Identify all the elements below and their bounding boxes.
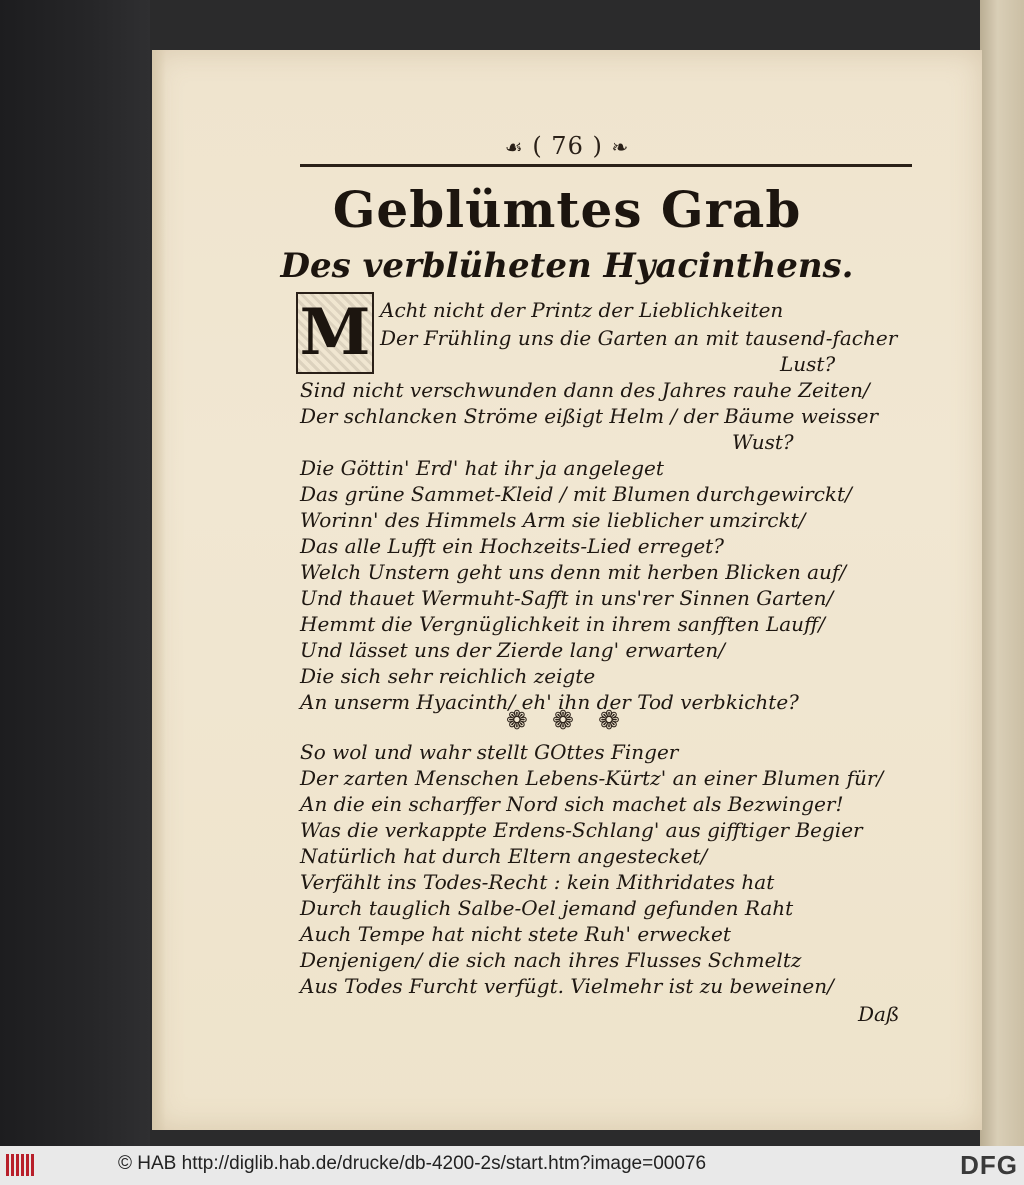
poem-line: An unserm Hyacinth/ eh' ihn der Tod verbkichte? [300, 690, 799, 714]
poem-line: Natürlich hat durch Eltern angestecket/ [300, 844, 708, 868]
poem-line: Durch tauglich Salbe-Oel jemand gefunden Raht [300, 896, 794, 920]
poem-line: Der schlancken Ströme eißigt Helm / der Bäume weisser [300, 404, 878, 428]
poem-line: So wol und wahr stellt GOttes Finger [300, 740, 679, 764]
page-number [152, 132, 982, 160]
poem-line: Welch Unstern geht uns denn mit herben Blicken auf/ [300, 560, 847, 584]
poem-line: An die ein scharffer Nord sich machet als Bezwinger! [300, 792, 844, 816]
poem-line: Wust? [732, 430, 794, 454]
page-gutter-shadow [152, 50, 166, 1130]
poem-line: Denjenigen/ die sich nach ihres Flusses Schmeltz [300, 948, 802, 972]
poem-line: Der zarten Menschen Lebens-Kürtz' an einer Blumen für/ [300, 766, 884, 790]
poem-line: Aus Todes Furcht verfügt. Vielmehr ist zu beweinen/ [300, 974, 834, 998]
adjacent-page-edge [980, 0, 1024, 1146]
poem-line: Das grüne Sammet-Kleid / mit Blumen durchgewirckt/ [300, 482, 852, 506]
poem-line: Hemmt die Vergnüglichkeit in ihrem sanfften Lauff/ [300, 612, 825, 636]
poem-line: Verfählt ins Todes-Recht : kein Mithridates hat [300, 870, 775, 894]
poem-line: Sind nicht verschwunden dann des Jahres rauhe Zeiten/ [300, 378, 870, 402]
poem-title: Geblümtes Grab [332, 180, 802, 239]
poem-subtitle: Des verblüheten Hyacinthens. [280, 246, 854, 286]
decorated-initial: M [296, 292, 374, 374]
scanner-background-left [0, 0, 150, 1146]
poem-line: Auch Tempe hat nicht stete Ruh' erwecket [300, 922, 731, 946]
poem-line: Was die verkappte Erdens-Schlang' aus gifftiger Begier [300, 818, 863, 842]
poem-line: Die Göttin' Erd' hat ihr ja angeleget [300, 456, 664, 480]
poem-line: Acht nicht der Printz der Lieblichkeiten [380, 298, 784, 322]
poem-line: Worinn' des Himmels Arm sie lieblicher umzirckt/ [300, 508, 806, 532]
hab-logo-icon[interactable] [6, 1154, 36, 1176]
page-number-text: ( 76 ) [532, 132, 603, 160]
poem-line: Der Frühling uns die Garten an mit tausend-facher [380, 326, 898, 350]
page-number-ornament-left: ☙ [504, 135, 524, 159]
poem-line: Lust? [780, 352, 836, 376]
page-number-ornament-right: ❧ [611, 135, 630, 159]
viewer-footer [0, 1146, 1024, 1185]
header-rule [300, 164, 912, 167]
poem-line: Und lässet uns der Zierde lang' erwarten/ [300, 638, 725, 662]
copyright-link[interactable]: © HAB http://diglib.hab.de/drucke/db-4200-2s/start.htm?image=00076 [118, 1153, 707, 1174]
book-page [152, 50, 982, 1130]
poem-line: Die sich sehr reichlich zeigte [300, 664, 596, 688]
section-ornaments: ❁ ❁ ❁ [506, 706, 628, 736]
poem-line: Das alle Lufft ein Hochzeits-Lied erreget? [300, 534, 724, 558]
catchword: Daß [858, 1002, 900, 1026]
dfg-logo[interactable]: DFG [960, 1150, 1018, 1180]
poem-line: Und thauet Wermuht-Safft in uns'rer Sinnen Garten/ [300, 586, 834, 610]
